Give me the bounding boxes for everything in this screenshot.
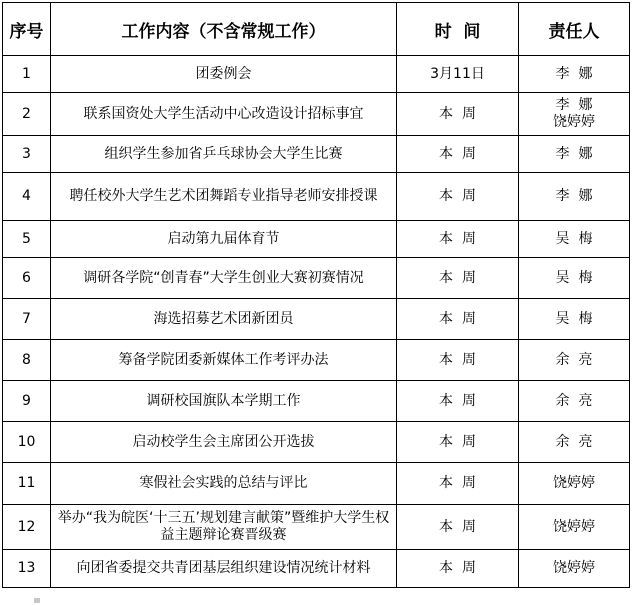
responsible-person (519, 221, 630, 258)
table-row (3, 505, 630, 550)
page-marker (34, 598, 40, 603)
person-name: 饶婷婷 (553, 475, 595, 491)
person-name: 李 娜 (555, 65, 593, 82)
work-time: 本 周 (397, 505, 519, 550)
row-number: 7 (3, 299, 51, 340)
table-row (3, 550, 630, 588)
row-number: 5 (3, 221, 51, 258)
person-name: 吴 梅 (555, 230, 593, 247)
person-name: 饶婷婷 (553, 114, 595, 130)
header-person: 责任人 (519, 3, 630, 56)
responsible-person (519, 93, 630, 136)
row-number: 12 (3, 505, 51, 550)
person-name: 吴 梅 (555, 269, 593, 286)
work-content: 聘任校外大学生艺术团舞蹈专业指导老师安排授课 (51, 173, 397, 221)
table-row (3, 340, 630, 381)
work-time: 本 周 (397, 93, 519, 136)
header-content: 工作内容（不含常规工作） (51, 3, 397, 56)
work-content: 启动校学生会主席团公开选拔 (51, 422, 397, 463)
responsible-person (519, 56, 630, 93)
work-time: 本 周 (397, 422, 519, 463)
table-row (3, 422, 630, 463)
table-row (3, 136, 630, 173)
row-number: 11 (3, 463, 51, 505)
responsible-person (519, 340, 630, 381)
work-content: 向团省委提交共青团基层组织建设情况统计材料 (51, 550, 397, 588)
work-schedule-table (2, 2, 630, 588)
table-row (3, 463, 630, 505)
table-row (3, 258, 630, 299)
header-time: 时 间 (397, 3, 519, 56)
person-name: 李 娜 (555, 145, 593, 162)
work-content: 寒假社会实践的总结与评比 (51, 463, 397, 505)
work-time: 本 周 (397, 340, 519, 381)
work-time: 本 周 (397, 550, 519, 588)
row-number: 10 (3, 422, 51, 463)
responsible-person (519, 550, 630, 588)
person-name: 余 亮 (555, 433, 593, 450)
table-body (3, 56, 630, 588)
work-content: 启动第九届体育节 (51, 221, 397, 258)
work-content: 调研校国旗队本学期工作 (51, 381, 397, 422)
row-number: 4 (3, 173, 51, 221)
row-number: 6 (3, 258, 51, 299)
responsible-person (519, 505, 630, 550)
work-content: 海选招募艺术团新团员 (51, 299, 397, 340)
person-name: 李 娜 (555, 97, 593, 113)
person-name: 余 亮 (555, 351, 593, 368)
work-time: 3月11日 (397, 56, 519, 93)
table-row (3, 93, 630, 136)
work-content: 调研各学院“创青春”大学生创业大赛初赛情况 (51, 258, 397, 299)
responsible-person (519, 173, 630, 221)
table-row (3, 173, 630, 221)
row-number: 1 (3, 56, 51, 93)
work-time: 本 周 (397, 136, 519, 173)
responsible-person (519, 422, 630, 463)
row-number: 8 (3, 340, 51, 381)
work-time: 本 周 (397, 381, 519, 422)
person-name: 李 娜 (555, 188, 593, 204)
table-row (3, 56, 630, 93)
work-time: 本 周 (397, 221, 519, 258)
work-time: 本 周 (397, 173, 519, 221)
table-row (3, 299, 630, 340)
header-no: 序号 (3, 3, 51, 56)
table-row (3, 221, 630, 258)
responsible-person (519, 136, 630, 173)
work-content: 筹备学院团委新媒体工作考评办法 (51, 340, 397, 381)
person-name: 饶婷婷 (553, 518, 595, 535)
work-content: 团委例会 (51, 56, 397, 93)
header-row (3, 3, 630, 56)
work-time: 本 周 (397, 463, 519, 505)
work-content: 联系国资处大学生活动中心改造设计招标事宜 (51, 93, 397, 136)
work-time: 本 周 (397, 258, 519, 299)
row-number: 13 (3, 550, 51, 588)
row-number: 3 (3, 136, 51, 173)
work-content: 举办“我为皖医‘十三五’规划建言献策”暨维护大学生权益主题辩论赛晋级赛 (51, 505, 397, 550)
responsible-person (519, 258, 630, 299)
row-number: 2 (3, 93, 51, 136)
responsible-person (519, 463, 630, 505)
responsible-person (519, 381, 630, 422)
person-name: 饶婷婷 (553, 560, 595, 576)
table-row (3, 381, 630, 422)
person-name: 余 亮 (555, 392, 593, 409)
row-number: 9 (3, 381, 51, 422)
work-content: 组织学生参加省乒乓球协会大学生比赛 (51, 136, 397, 173)
work-time: 本 周 (397, 299, 519, 340)
responsible-person (519, 299, 630, 340)
person-name: 吴 梅 (555, 310, 593, 327)
